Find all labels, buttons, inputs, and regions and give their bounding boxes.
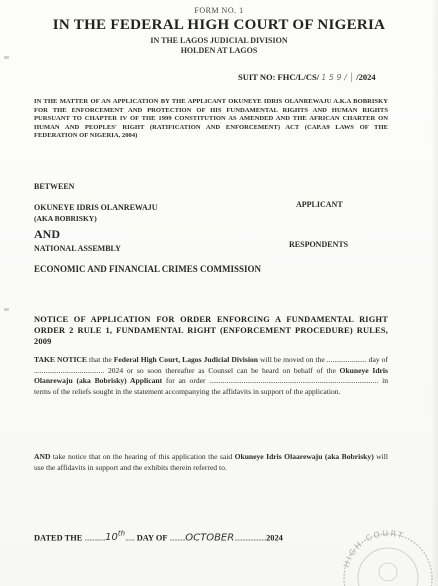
take-notice-paragraph: [34, 355, 388, 397]
applicant-name: OKUNEYE IDRIS OLANREWAJU: [34, 203, 158, 212]
para2-text-1: take notice that on the hearing of this application the said: [50, 452, 235, 461]
notice-title: NOTICE OF APPLICATION FOR ORDER ENFORCING A FUNDAMENTAL RIGHT ORDER 2 RULE 1, FUNDAMENTAL RIGHT (ENFORCEMENT PROCEDURE) RULES, 2009: [34, 315, 388, 346]
dated-dots-4: ....................: [234, 533, 267, 543]
dated-dots-2: ......: [125, 533, 135, 543]
punch-mark: [4, 308, 9, 311]
suit-year: /2024: [356, 72, 376, 82]
suit-prefix: SUIT NO: FHC/L/CS/: [238, 72, 320, 82]
page-edge-shadow: [431, 0, 438, 586]
matter-paragraph: IN THE MATTER OF AN APPLICATION BY THE APPLICANT OKUNEYE IDRIS OLANREWAJU A.K.A BOBRISKY FOR THE ENFORCEMENT AND PROTECTION OF HIS FUNDAMENTAL RIGHTS AND HUMAN RIGHTS PURSUANT TO CHAPTER IV OF THE 1999 CONSTITUTION AS AMENDED AND THE AFRICAN CHARTER ON HUMAN AND PEOPLES' RIGHT (RATIFICATION AND ENFORCEMENT) ACT (CAP.A9 LAWS OF THE FEDERATION OF NIGERIA, 2004): [34, 98, 388, 140]
court-seal-stamp: [334, 506, 438, 586]
and-take-notice-paragraph: [34, 452, 388, 473]
court-title: IN THE FEDERAL HIGH COURT OF NIGERIA: [52, 17, 386, 33]
form-number: FORM NO. 1: [194, 6, 244, 15]
holden-at: HOLDEN AT LAGOS: [180, 46, 258, 55]
respondent-efcc: ECONOMIC AND FINANCIAL CRIMES COMMISSION: [34, 264, 262, 274]
para1-text-2: will be moved on the ..................... day of ..................................... 2024 or so soon thereafter as Counsel can be heard on behalf of the: [34, 355, 389, 375]
dated-day-suffix: th: [117, 530, 126, 538]
judicial-division: IN THE LAGOS JUDICIAL DIVISION: [150, 36, 288, 45]
applicant-role: APPLICANT: [296, 200, 343, 209]
suit-handwritten-number: 1 5 9 / │: [321, 73, 355, 82]
dated-year: 2024: [266, 533, 283, 543]
applicant-bold-name: Okuneye Idris Olanrewaju (aka Bobrisky) Applicant: [34, 365, 388, 386]
para1-text-3: for an order ......................................................................................... in terms of the reliefs sought in the statement accompanying the affidavits in support of the application.: [34, 376, 389, 396]
and-label: AND: [34, 227, 60, 241]
dated-dots-3: ..........: [169, 533, 186, 543]
court-name: Federal High Court, Lagos Judicial Division: [113, 355, 258, 364]
and-label-bold: AND: [34, 452, 51, 461]
svg-text:HIGH COURT: [342, 529, 406, 569]
respondent-national-assembly: NATIONAL ASSEMBLY: [34, 244, 121, 253]
dated-line: [34, 530, 283, 543]
respondents-role: RESPONDENTS: [289, 240, 349, 249]
dated-day-handwritten: [105, 532, 125, 543]
applicant-aka: (AKA BOBRISKY): [34, 214, 97, 223]
dated-day: 10: [105, 532, 118, 544]
dated-label: DATED THE: [34, 533, 83, 543]
para1-text-1: that the: [86, 355, 114, 364]
take-notice-label: TAKE NOTICE: [34, 355, 87, 364]
dated-dots-1: .............: [84, 533, 106, 543]
seal-text: HIGH COURT: [341, 528, 406, 569]
day-of-label: DAY OF: [136, 533, 168, 543]
suit-number: [238, 72, 376, 82]
punch-mark: [4, 56, 9, 59]
between-label: BETWEEN: [34, 182, 75, 191]
dated-month-handwritten: OCTOBER: [185, 532, 235, 544]
para2-text-2: will use the affidavits in support and the exhibits therein referred to.: [34, 452, 388, 472]
applicant-bold-name-2: Okuneye Idris Olaarewaju (aka Bobrisky): [234, 452, 374, 461]
